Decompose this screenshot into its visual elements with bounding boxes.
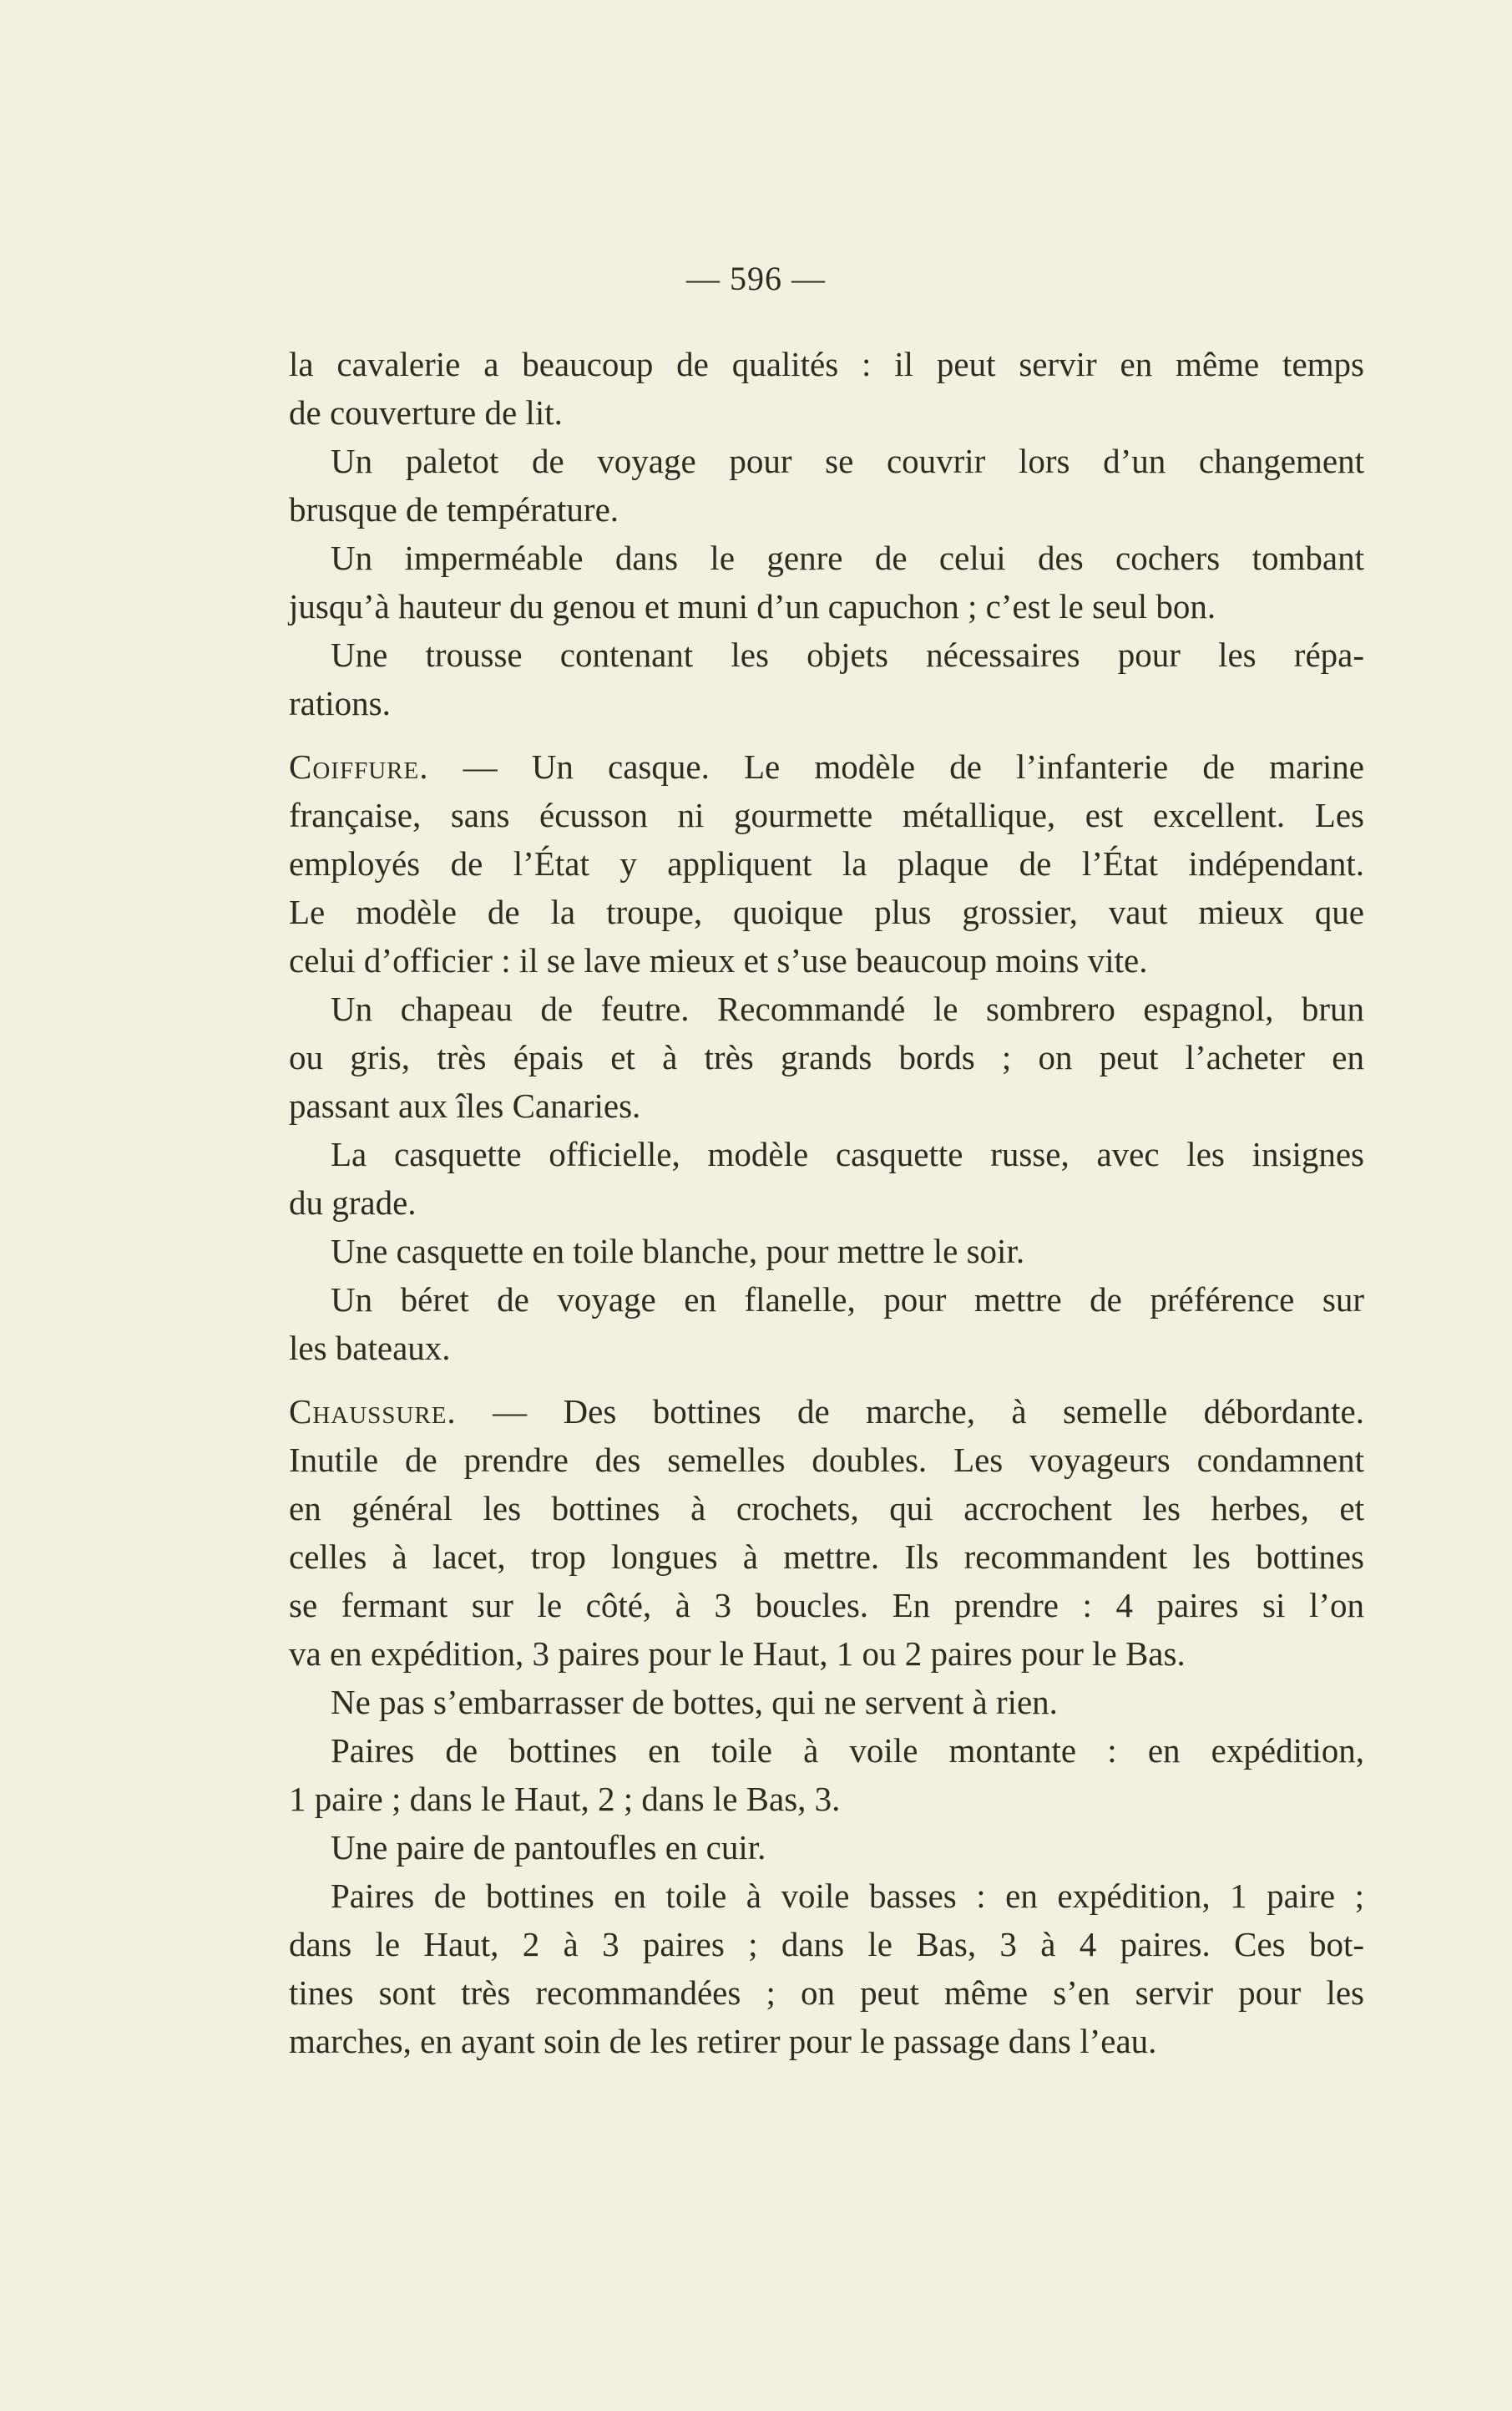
- page-number: — 596 —: [686, 260, 826, 297]
- line-text: Ne pas s’embarrasser de bottes, qui ne servent à rien.: [331, 1683, 1058, 1721]
- section-heading: Coiffure.: [289, 747, 429, 786]
- paragraph: [289, 1872, 1364, 2065]
- line-text: Paires de bottines en toile à voile montante : en expédition,: [331, 1731, 1364, 1770]
- line-text: marches, en ayant soin de les retirer pour le passage dans l’eau.: [289, 2022, 1157, 2060]
- text-section: [289, 340, 1364, 727]
- text-line: [289, 1629, 1364, 1678]
- line-text: française, sans écusson ni gourmette métallique, est excellent. Les: [289, 796, 1364, 834]
- text-line: [289, 1324, 1364, 1372]
- text-line: [289, 1581, 1364, 1629]
- text-line: [289, 1920, 1364, 1968]
- paragraph: [289, 1275, 1364, 1372]
- text-line: [289, 1872, 1364, 1920]
- text-line: [289, 485, 1364, 534]
- line-text: — Des bottines de marche, à semelle débordante.: [456, 1392, 1364, 1431]
- text-line: [289, 985, 1364, 1033]
- line-text: Un paletot de voyage pour se couvrir lors d’un changement: [331, 442, 1364, 480]
- section-heading: Chaussure.: [289, 1392, 457, 1431]
- line-text: de couverture de lit.: [289, 393, 563, 432]
- text-line: [289, 1130, 1364, 1178]
- line-text: du grade.: [289, 1183, 417, 1222]
- paragraph: [289, 340, 1364, 437]
- text-line: [289, 1726, 1364, 1775]
- text-line: [289, 340, 1364, 388]
- line-text: se fermant sur le côté, à 3 boucles. En prendre : 4 paires si l’on: [289, 1586, 1364, 1624]
- line-text: Un béret de voyage en flanelle, pour mettre de préférence sur: [331, 1280, 1364, 1319]
- text-line: [289, 1387, 1364, 1436]
- text-line: [289, 1532, 1364, 1581]
- text-line: [289, 388, 1364, 437]
- text-line: [289, 839, 1364, 888]
- line-text: Une casquette en toile blanche, pour mettre le soir.: [331, 1232, 1025, 1270]
- line-text: brusque de température.: [289, 490, 619, 529]
- text-line: [289, 679, 1364, 727]
- line-text: Un imperméable dans le genre de celui des cochers tombant: [331, 539, 1364, 577]
- line-text: — Un casque. Le modèle de l’infanterie de marine: [428, 747, 1364, 786]
- paragraph: [289, 1130, 1364, 1227]
- paragraph: [289, 985, 1364, 1130]
- paragraph: [289, 1823, 1364, 1872]
- line-text: La casquette officielle, modèle casquette russe, avec les insignes: [331, 1135, 1364, 1173]
- line-text: Paires de bottines en toile à voile basses : en expédition, 1 paire ;: [331, 1877, 1364, 1915]
- text-line: [289, 437, 1364, 485]
- paragraph: [289, 534, 1364, 631]
- text-line: [289, 936, 1364, 985]
- text-section: [289, 1387, 1364, 2065]
- text-line: [289, 1033, 1364, 1081]
- text-line: [289, 1775, 1364, 1823]
- paragraph: [289, 631, 1364, 727]
- line-text: Une trousse contenant les objets nécessaires pour les répa-: [331, 636, 1364, 674]
- text-line: [289, 534, 1364, 582]
- line-text: rations.: [289, 684, 391, 722]
- paragraph: [289, 437, 1364, 534]
- line-text: jusqu’à hauteur du genou et muni d’un capuchon ; c’est le seul bon.: [289, 587, 1216, 626]
- text-line: [289, 631, 1364, 679]
- line-text: 1 paire ; dans le Haut, 2 ; dans le Bas, 3.: [289, 1780, 841, 1818]
- line-text: les bateaux.: [289, 1329, 451, 1367]
- line-text: va en expédition, 3 paires pour le Haut, 1 ou 2 paires pour le Bas.: [289, 1634, 1186, 1673]
- paragraph: [289, 1387, 1364, 1678]
- line-text: employés de l’État y appliquent la plaque de l’État indépendant.: [289, 844, 1364, 883]
- text-line: [289, 1484, 1364, 1532]
- text-line: [289, 1178, 1364, 1227]
- text-line: [289, 1678, 1364, 1726]
- text-line: [289, 1275, 1364, 1324]
- text-line: [289, 2017, 1364, 2065]
- line-text: Un chapeau de feutre. Recommandé le sombrero espagnol, brun: [331, 990, 1364, 1028]
- paragraph: [289, 742, 1364, 985]
- line-text: la cavalerie a beaucoup de qualités : il peut servir en même temps: [289, 345, 1364, 383]
- text-line: [289, 791, 1364, 839]
- text-line: [289, 582, 1364, 631]
- paragraph: [289, 1227, 1364, 1275]
- body-text: [289, 340, 1364, 2080]
- text-line: [289, 1227, 1364, 1275]
- text-line: [289, 742, 1364, 791]
- line-text: passant aux îles Canaries.: [289, 1086, 641, 1125]
- line-text: en général les bottines à crochets, qui accrochent les herbes, et: [289, 1489, 1364, 1527]
- line-text: Une paire de pantoufles en cuir.: [331, 1828, 766, 1866]
- text-line: [289, 888, 1364, 936]
- line-text: celui d’officier : il se lave mieux et s’use beaucoup moins vite.: [289, 941, 1148, 980]
- line-text: dans le Haut, 2 à 3 paires ; dans le Bas, 3 à 4 paires. Ces bot-: [289, 1925, 1364, 1963]
- paragraph: [289, 1678, 1364, 1726]
- line-text: celles à lacet, trop longues à mettre. Ils recommandent les bottines: [289, 1537, 1364, 1576]
- text-line: [289, 1081, 1364, 1130]
- text-section: [289, 742, 1364, 1372]
- text-line: [289, 1823, 1364, 1872]
- paragraph: [289, 1726, 1364, 1823]
- line-text: Le modèle de la troupe, quoique plus grossier, vaut mieux que: [289, 893, 1364, 931]
- line-text: ou gris, très épais et à très grands bords ; on peut l’acheter en: [289, 1038, 1364, 1076]
- line-text: Inutile de prendre des semelles doubles. Les voyageurs condamnent: [289, 1441, 1364, 1479]
- text-line: [289, 1436, 1364, 1484]
- text-line: [289, 1968, 1364, 2017]
- line-text: tines sont très recommandées ; on peut même s’en servir pour les: [289, 1973, 1364, 2012]
